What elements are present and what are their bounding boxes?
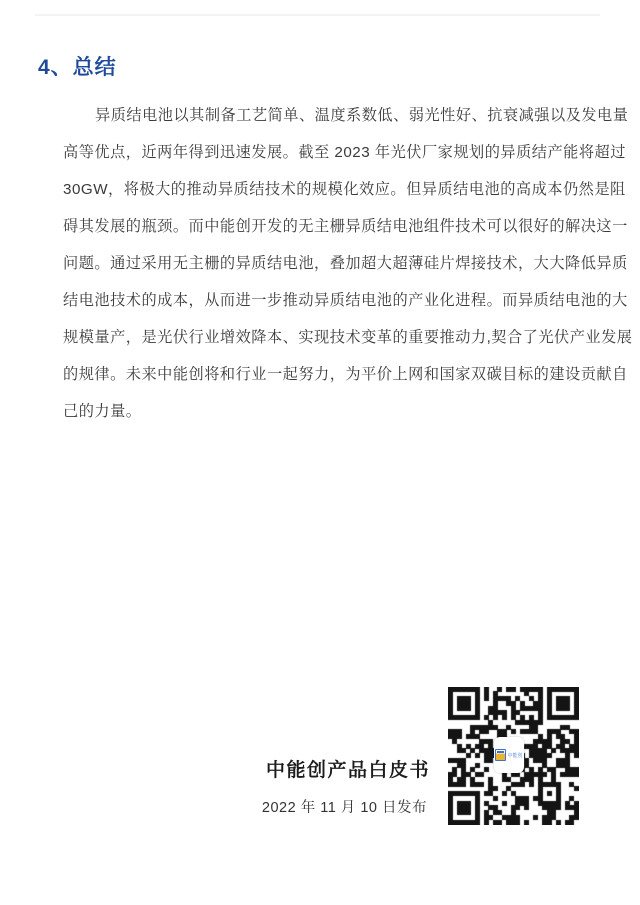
qr-logo-label: 中能创 xyxy=(507,752,523,759)
publish-date: 2022 年 11 月 10 日发布 xyxy=(261,800,427,816)
footer-text-block xyxy=(190,755,430,817)
scan-artifact-line xyxy=(35,14,600,16)
paragraph-line: 异质结电池以其制备工艺简单、温度系数低、弱光性好、抗衰减强以及发电量 xyxy=(95,107,629,124)
summary-paragraph xyxy=(63,97,633,430)
whitepaper-title: 中能创产品白皮书 xyxy=(265,760,430,781)
paragraph-line: 结电池技术的成本，从而进一步推动异质结电池的产业化进程。而异质结电池的大 xyxy=(63,292,628,309)
section-heading: 4、总结 xyxy=(38,56,117,79)
paragraph-line: 规模量产，是光伏行业增效降本、实现技术变革的重要推动力,契合了光伏产业发展 xyxy=(63,329,633,346)
company-logo-icon xyxy=(495,749,506,761)
paragraph-line: 问题。通过采用无主栅的异质结电池，叠加超大超薄硅片焊接技术，大大降低异质 xyxy=(63,255,628,272)
qr-center-logo xyxy=(494,737,524,773)
paragraph-line: 的规律。未来中能创将和行业一起努力，为平价上网和国家双碳目标的建设贡献自 xyxy=(63,366,628,383)
paragraph-line: 己的力量。 xyxy=(63,403,142,420)
paragraph-line: 30GW，将极大的推动异质结技术的规模化效应。但异质结电池的高成本仍然是阻 xyxy=(63,181,626,198)
paragraph-line: 碍其发展的瓶颈。而中能创开发的无主栅异质结电池组件技术可以很好的解决这一 xyxy=(63,218,628,235)
paragraph-line: 高等优点，近两年得到迅速发展。截至 2023 年光伏厂家规划的异质结产能将超过 xyxy=(63,144,626,161)
